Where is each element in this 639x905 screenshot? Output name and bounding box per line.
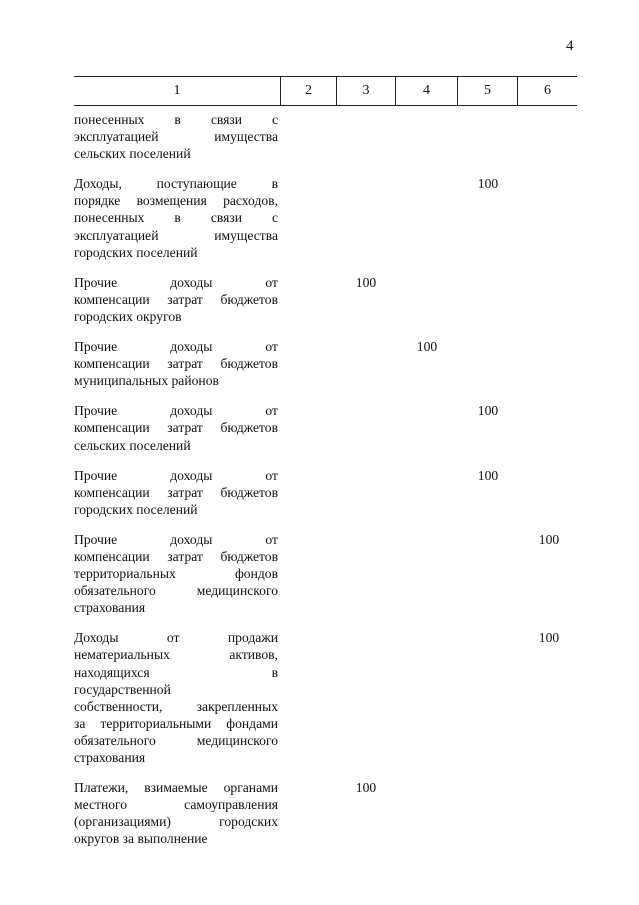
description-line: компенсации затрат бюджетов [74,291,278,307]
description-line: понесенных в связи с [74,112,278,127]
description-line: понесенных в связи с [74,210,278,226]
row-description [74,402,278,453]
row-description [74,531,278,616]
description-line: (организациями) городских [74,814,278,830]
description-line: страхования [74,750,146,765]
table-row [74,779,577,847]
page-number: 4 [566,38,574,54]
header-col-3: 3 [336,77,395,105]
row-description [74,779,278,847]
description-line: Доходы от продажи [74,630,278,646]
header-col-4: 4 [395,77,457,105]
row-description [74,111,278,162]
description-line: Прочие доходы от [74,339,278,355]
description-line: за территориальными фондами [74,715,278,731]
description-line: обязательного медицинского [74,732,278,748]
description-line: городских поселений [74,501,198,517]
description-line: Доходы, поступающие в [74,176,278,192]
value-col3: 100 [355,780,377,796]
description-line: местного самоуправления [74,797,278,813]
description-line: эксплуатацией имущества [74,227,278,243]
description-line: городских поселений [74,244,198,260]
description-line: сельских поселений [74,437,191,453]
description-line: компенсации затрат бюджетов [74,420,278,436]
description-line: Прочие доходы от [74,531,278,547]
description-line: обязательного медицинского [74,583,278,599]
description-line: компенсации затрат бюджетов [74,548,278,564]
description-line: муниципальных районов [74,373,219,389]
table-row [74,402,577,453]
description-line: компенсации затрат бюджетов [74,484,278,500]
value-col6: 100 [538,531,560,547]
value-col6: 100 [538,630,560,646]
table-row [74,111,577,162]
row-description [74,338,278,389]
value-col5: 100 [477,403,499,419]
description-line: нематериальных активов, [74,647,278,663]
header-col-5: 5 [457,77,517,105]
description-line: округов за выполнение [74,831,208,847]
value-col5: 100 [477,467,499,483]
header-col-1: 1 [173,83,181,98]
table-row [74,467,577,518]
value-col4: 100 [416,339,438,355]
table-row [74,274,577,325]
table-row [74,531,577,616]
description-line: Прочие доходы от [74,467,278,483]
description-line: государственной [74,681,171,697]
description-line: собственности, закрепленных [74,698,278,714]
table-body [74,111,577,860]
row-description [74,175,278,260]
description-line: эксплуатацией имущества [74,129,278,145]
row-description [74,629,278,766]
description-line: страхования [74,600,146,616]
table-row [74,175,577,260]
description-line: Платежи, взимаемые органами [74,780,278,796]
description-line: порядке возмещения расходов, [74,193,278,209]
row-description [74,467,278,518]
description-line: находящихся в [74,664,278,680]
table-row [74,338,577,389]
value-col3: 100 [355,274,377,290]
description-line: сельских поселений [74,146,191,162]
description-line: Прочие доходы от [74,403,278,419]
description-line: территориальных фондов [74,566,278,582]
description-line: городских округов [74,308,182,324]
row-description [74,274,278,325]
description-line: Прочие доходы от [74,274,278,290]
header-col-2: 2 [280,77,336,105]
description-line: компенсации затрат бюджетов [74,356,278,372]
value-col5: 100 [477,176,499,192]
table-header [74,76,577,106]
table-row [74,629,577,766]
header-col-6: 6 [517,77,577,105]
